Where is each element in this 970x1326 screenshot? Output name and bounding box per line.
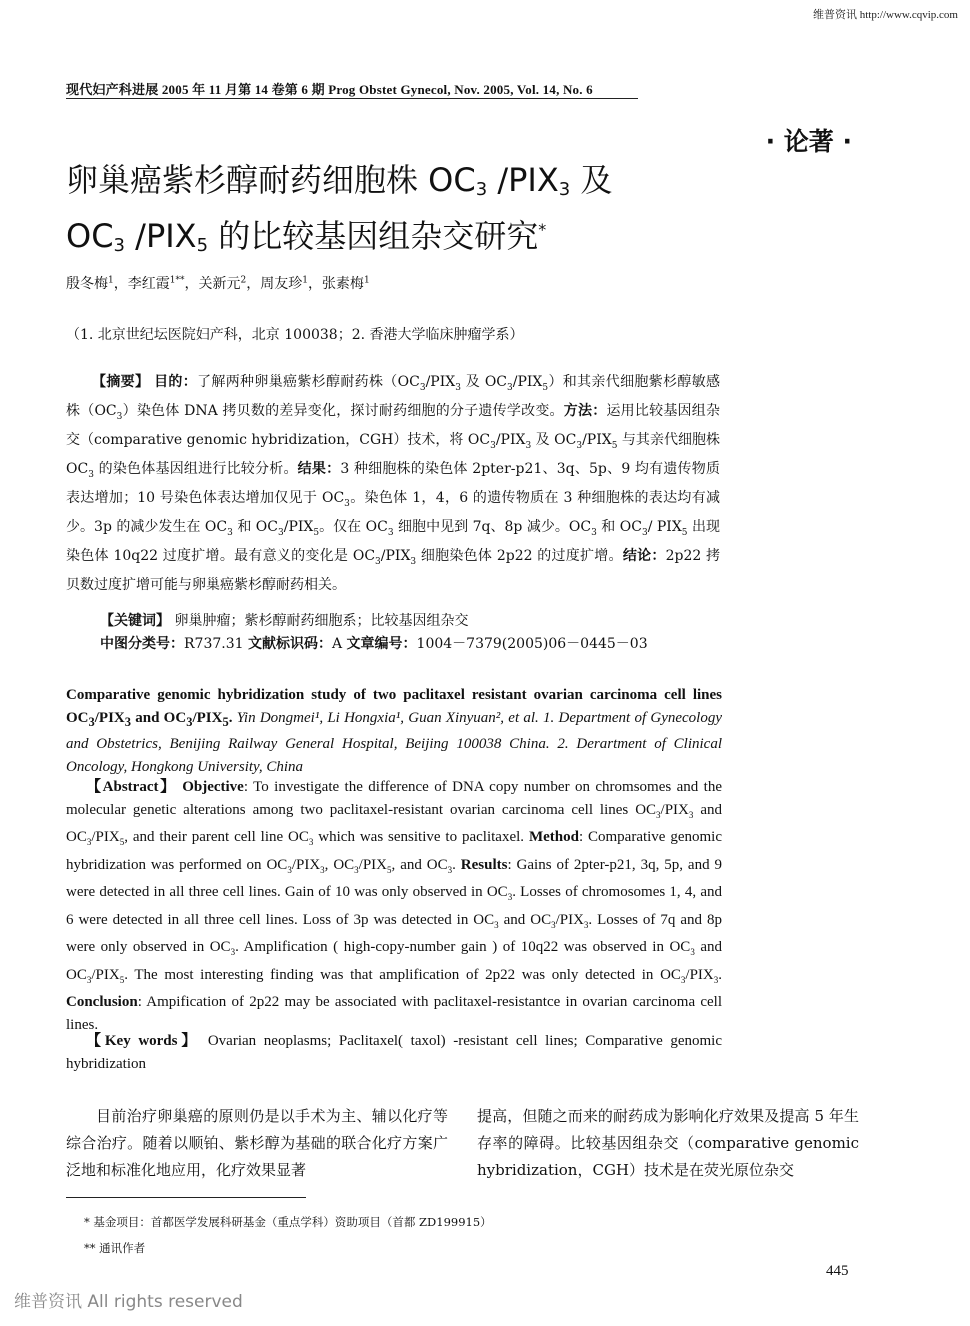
author: 殷冬梅$^1$， [66, 275, 128, 292]
section-label: · 论著 · [765, 127, 852, 156]
body-column-left: 目前治疗卵巢癌的原则仍是以手术为主、辅以化疗等综合治疗。随着以顺铂、紫杉醇为基础的联合化疗方案广泛地和标准化地应用，化疗效果显著 [66, 1107, 448, 1179]
author: 李红霞$^{1**}$， [127, 275, 199, 292]
english-keywords: 【Key words】 Ovarian neoplasms; Paclitaxel( taxol) -resistant cell lines; Comparative genomic hybridization [66, 1033, 723, 1072]
footnote-funding: * 基金项目：首都医学发展科研基金（重点学科）资助项目（首都 ZD199915） [84, 1215, 492, 1229]
page-number: 445 [826, 1263, 849, 1279]
english-authors: Yin Dongmei¹, Li Hongxia¹, Guan Xinyuan², et al. [236, 709, 539, 726]
english-title: Comparative genomic hybridization study of two paclitaxel resistant ovarian carcinoma cell lines $OC_3/PIX_3$ and $OC_3/PIX_5$. Yin Dongmei¹, Li Hongxia¹, Guan Xinyuan², et al. 1. Department of Gynecology and Obstetrics, Benijing Railway General Hospital, Beijing 100038 China. 2. Derartment of Clinical Oncology, Hongkong University, China [66, 687, 722, 775]
author: 周友珍$^1$， [260, 275, 322, 292]
author: 张素梅$^1$ [321, 275, 370, 292]
site-watermark-bottom: 维普资讯 All rights reserved [14, 1292, 243, 1312]
chinese-keywords: 【关键词】 卵巢肿瘤；紫杉醇耐药细胞系；比较基因组杂交 [100, 613, 469, 629]
running-header: 现代妇产科进展 2005 年 11 月第 14 卷第 6 期 Prog Obstet Gynecol, Nov. 2005, Vol. 14, No. 6 [66, 82, 593, 97]
classification-line: 中图分类号：R737.31 文献标识码：A 文章编号：1004－7379(2005)06－0445－03 [100, 636, 648, 652]
title-line-2: $OC_3$ $/PIX_5$ 的比较基因组杂交研究* [66, 217, 547, 256]
header-rule [66, 98, 638, 99]
chinese-abstract: 【摘要】 目的：了解两种卵巢癌紫杉醇耐药株（$OC_3/PIX_3$ 及 $OC_3/PIX_5$）和其亲代细胞紫杉醇敏感株$(OC_3)$染色体 DNA 拷贝数的差异变化，探讨耐药细胞的分子遗传学改变。方法：运用比较基因组杂交（comparative genomic hybridization，CGH）技术，将 $OC_3/PIX_3$ 及 $OC_3/PIX_5$ 与其亲代细胞株 $OC_3$ 的染色体基因组进行比较分析。结果：3 种细胞株的染色体 2pter-p21、3q、5p、9 均有遗传物质表达增加；10 号染色体表达增加仅见于 $OC_3$。染色体 1，4，6 的遗传物质在 3 种细胞株的表达均有减少。3p 的减少发生在 $OC_3$ 和 $OC_3/PIX_5$。仅在 $OC_3$ 细胞中见到 7q、8p 减少。$OC_3$ 和 $OC_3/$ $PIX_5$ 出现染色体 10q22 过度扩增。最有意义的变化是 $OC_3/PIX_3$ 细胞染色体 2p22 的过度扩增。结论：2p22 拷贝数过度扩增可能与卵巢癌紫杉醇耐药相关。 [66, 374, 721, 593]
site-watermark-top: 维普资讯 http://www.cqvip.com [812, 9, 958, 21]
body-column-right: 提高，但随之而来的耐药成为影响化疗效果及提高 5 年生存率的障碍。比较基因组杂交（comparative genomic hybridization，CGH）技术是在荧光原位杂交 [477, 1107, 859, 1179]
author: 关新元$^2$， [198, 275, 261, 292]
author-list [66, 273, 370, 293]
title-line-1: 卵巢癌紫杉醇耐药细胞株 $OC_3$ $/PIX_3$ 及 [66, 161, 613, 200]
english-abstract: 【Abstract】 Objective: To investigate the difference of DNA copy number on chromsomes and the molecular genetic alterations among two paclitaxel-resistant ovarian carcinoma cell lines $OC_3/PIX_3$ and $OC_3/PIX_5$, and their parent cell line $OC_3$ which was sensitive to paclitaxel. Method: Comparative genomic hybridization was performed on $OC_3/PIX_3$, $OC_3/PIX_5$, and $OC_3$. Results: Gains of 2pter-p21, 3q, 5p, and 9 were detected in all three cell lines. Gain of 10 was only observed in $OC_3$. Losses of chromosomes 1, 4, and 6 were detected in all three cell lines. Loss of 3p was detected in $OC_3$ and $OC_3/PIX_3$. Losses of 7q and 8p were only observed in $OC_3$. Amplification ( high-copy-number gain ) of 10q22 was observed in $OC_3$ and $OC_3/PIX_5$. The most interesting finding was that amplification of 2p22 was only detected in $OC_3/PIX_3$. Conclusion: Ampification of 2p22 may be associated with paclitaxel-resistantce in ovarian carcinoma cell lines. [66, 779, 723, 1033]
affiliation: （1. 北京世纪坛医院妇产科，北京 100038；2. 香港大学临床肿瘤学系） [66, 327, 524, 343]
article-title [66, 160, 612, 266]
english-affiliation: 1. Department of Gynecology and Obstetrics, Benijing Railway General Hospital, Beijing 100038 China. 2. Derartment of Clinical Oncology, Hongkong University, China [66, 709, 722, 775]
footnote-corresponding: ** 通讯作者 [84, 1241, 146, 1255]
footnote-rule [66, 1197, 306, 1198]
